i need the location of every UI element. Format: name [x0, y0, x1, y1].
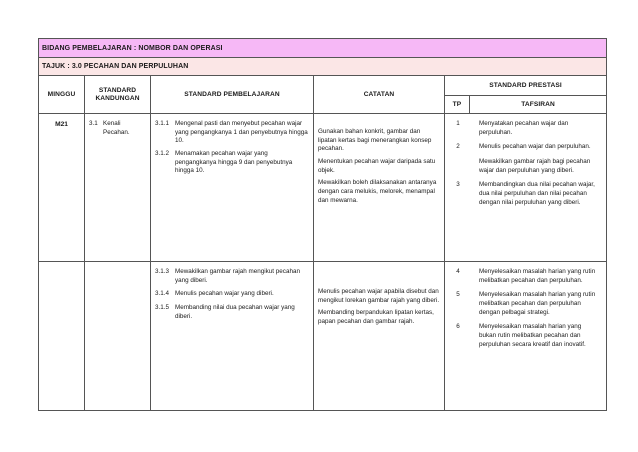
tajuk-row: TAJUK : 3.0 PECAHAN DAN PERPULUHAN — [39, 58, 607, 76]
catatan-paragraph: Menentukan pecahan wajar daripada satu objek. — [318, 158, 436, 174]
sp-item — [151, 150, 313, 176]
header-catatan: CATATAN — [314, 76, 445, 114]
tp-item — [445, 268, 606, 285]
sk-title-line2: Pecahan. — [103, 128, 130, 136]
catatan-paragraph: Mewakilkan boleh dilaksanakan antaranya dengan cara melukis, melorek, menampal dan mewarna. — [318, 179, 437, 204]
sp-text: Menulis pecahan wajar yang diberi. — [175, 290, 274, 298]
sp-item — [151, 120, 313, 146]
tp-item — [445, 323, 606, 349]
tp-item — [445, 291, 606, 317]
sp-text: Menamakan pecahan wajar yang pengangkanya hingga 9 dan penyebutnya hingga 10. — [175, 150, 293, 175]
sp-item — [151, 268, 313, 285]
header-standard-kandungan-line2: KANDUNGAN — [95, 94, 140, 102]
document-page — [38, 38, 606, 411]
standard-pembelajaran-cell — [151, 114, 314, 262]
tp-level: 3 — [456, 181, 460, 189]
sp-text: Membanding nilai dua pecahan wajar yang diberi. — [175, 304, 295, 320]
header-minggu: MINGGU — [39, 76, 85, 114]
catatan-paragraph: Membanding berpandukan lipatan kertas, papan pecahan dan gambar rajah. — [318, 309, 434, 326]
header-standard-pembelajaran: STANDARD PEMBELAJARAN — [151, 76, 314, 114]
tp-item — [445, 120, 606, 137]
tp-level — [445, 158, 471, 175]
catatan-cell — [314, 262, 445, 411]
header-tafsiran: TAFSIRAN — [470, 96, 607, 114]
standard-pembelajaran-cell — [151, 262, 314, 411]
minggu-cell-empty — [39, 262, 85, 411]
standard-prestasi-cell — [445, 114, 607, 262]
minggu-cell: M21 — [39, 114, 85, 262]
tp-description: Menulis pecahan wajar dan perpuluhan. — [479, 143, 591, 151]
lesson-plan-table — [38, 38, 607, 411]
tp-description: Menyatakan pecahan wajar dan perpuluhan. — [479, 120, 569, 136]
sp-item — [151, 304, 313, 321]
sp-item — [151, 290, 313, 299]
sp-text: Mewakilkan gambar rajah mengikut pecahan yang diberi. — [175, 268, 300, 284]
tp-description: Menyelesaikan masalah harian yang rutin melibatkan pecahan dan perpuluhan. — [479, 268, 596, 284]
standard-kandungan-cell — [85, 114, 151, 262]
tp-level: 1 — [456, 120, 460, 127]
tp-item — [445, 181, 606, 207]
catatan-paragraph: Menulis pecahan wajar apabila disebut dan mengikut lorekan gambar rajah yang diberi. — [318, 288, 440, 304]
tp-description: Membandingkan dua nilai pecahan wajar, dua nilai perpuluhan dan nilai pecahan dengan nilai perpuluhan yang diberi. — [479, 181, 595, 206]
tp-item — [445, 158, 606, 175]
tp-description: Menyelesaikan masalah harian yang bukan rutin melibatkan pecahan dan perpuluhan secara kreatif dan inovatif. — [479, 323, 586, 348]
sp-number: 3.1.1 — [155, 120, 170, 127]
header-tp: TP — [445, 96, 470, 114]
catatan-paragraph: Gunakan bahan konkrit, gambar dan lipatan kertas bagi menerangkan konsep pecahan. — [318, 128, 432, 153]
sp-number: 3.1.4 — [155, 290, 170, 298]
tp-description: Menyelesaikan masalah harian yang rutin melibatkan pecahan dan perpuluhan dengan pelbagai strategi. — [479, 291, 596, 316]
tp-level: 6 — [456, 323, 460, 331]
standard-kandungan-cell-empty — [85, 262, 151, 411]
sp-text: Mengenal pasti dan menyebut pecahan wajar yang pengangkanya 1 dan penyebutnya hingga 10. — [175, 120, 308, 145]
sp-number: 3.1.3 — [155, 268, 170, 275]
catatan-cell — [314, 114, 445, 262]
tp-item — [445, 143, 606, 152]
sk-title-line1: Kenali — [103, 120, 121, 127]
header-standard-kandungan-line1: STANDARD — [98, 86, 137, 94]
sk-number: 3.1 — [89, 120, 98, 127]
standard-prestasi-cell — [445, 262, 607, 411]
tp-level: 5 — [456, 291, 460, 299]
sp-number: 3.1.2 — [155, 150, 170, 158]
bidang-pembelajaran-row: BIDANG PEMBELAJARAN : NOMBOR DAN OPERASI — [39, 39, 607, 58]
tp-level: 2 — [456, 143, 460, 151]
sp-number: 3.1.5 — [155, 304, 170, 312]
header-standard-prestasi: STANDARD PRESTASI — [445, 76, 607, 96]
tp-description: Mewakilkan gambar rajah bagi pecahan wajar dan perpuluhan yang diberi. — [479, 158, 591, 174]
tp-level: 4 — [456, 268, 460, 275]
header-standard-kandungan — [85, 76, 151, 114]
